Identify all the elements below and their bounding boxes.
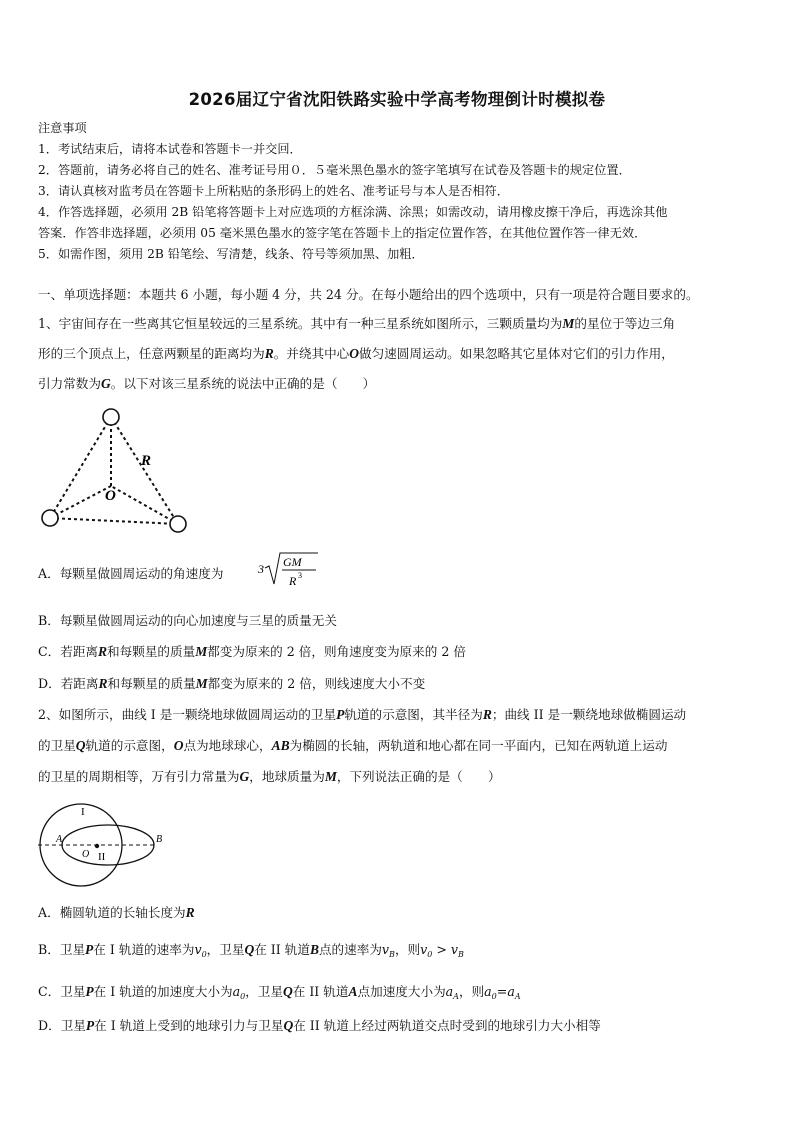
sqrt-formula [258, 551, 320, 591]
q1-line-2: 形的三个顶点上，任意两颗星的距离均为R。并绕其中心O做匀速圆周运动。如果忽略其它星体对它们的引力作用， [38, 346, 674, 361]
label-O: O [105, 488, 116, 504]
svg-text:R: R [289, 574, 297, 588]
q2-option-d: D．卫星P在 I 轨道上受到的地球引力与卫星Q在 II 轨道上经过两轨道交点时受到的地球引力大小相等 [38, 1018, 601, 1033]
notice-item-5: 5．如需作图，须用 2B 铅笔绘、写清楚，线条、符号等须加黑、加粗． [38, 247, 424, 261]
q1-line-3: 引力常数为G。以下对该三星系统的说法中正确的是（ ） [38, 376, 376, 391]
q2-line-3: 的卫星的周期相等，万有引力常量为G，地球质量为M，下列说法正确的是（ ） [38, 769, 501, 784]
notice-item-1: 1．考试结束后，请将本试卷和答题卡一并交回． [38, 142, 302, 156]
center-line-right [111, 486, 178, 524]
label-I: I [81, 806, 85, 818]
earth-center [95, 844, 99, 848]
svg-text:3: 3 [258, 562, 264, 576]
svg-text:3: 3 [298, 571, 302, 580]
q1-line-1: 1、宇宙间存在一些离其它恒星较远的三星系统。其中有一种三星系统如图所示，三颗质量均为M的星位于等边三角 [38, 316, 676, 331]
q2-line-2: 的卫星Q轨道的示意图，O点为地球球心，AB为椭圆的长轴，两轨道和地心都在同一平面内，已知在两轨道上运动 [38, 738, 668, 753]
orbit-diagram [36, 798, 171, 893]
label-A: A [56, 834, 63, 845]
notice-heading: 注意事项 [38, 121, 87, 135]
triangle-left-side [50, 417, 111, 518]
notice-item-4: 4．作答选择题，必须用 2B 铅笔将答题卡上对应选项的方框涂满、涂黑；如需改动，请用橡皮擦干净后，再选涂其他 [38, 205, 668, 219]
svg-text:GM: GM [283, 555, 302, 569]
page-title: 2026届辽宁省沈阳铁路实验中学高考物理倒计时模拟卷 [188, 90, 606, 109]
section-heading: 一、单项选择题：本题共 6 小题，每小题 4 分，共 24 分。在每小题给出的四个选项中，只有一项是符合题目要求的。 [38, 287, 699, 302]
center-line-left [50, 486, 111, 518]
star-right [170, 516, 186, 532]
q2-line-1: 2、如图所示，曲线 I 是一颗绕地球做圆周运动的卫星P轨道的示意图，其半径为R；曲线 II 是一颗绕地球做椭圆运动 [38, 707, 687, 722]
label-R: R [141, 453, 152, 469]
label-II: II [98, 851, 106, 863]
notice-item-3: 3．请认真核对监考员在答题卡上所粘贴的条形码上的姓名、准考证号与本人是否相符． [38, 184, 509, 198]
star-top [103, 409, 119, 425]
notice-item-2: 2．答题前，请务必将自己的姓名、准考证号用０．５毫米黑色墨水的签字笔填写在试卷及答题卡的规定位置． [38, 163, 631, 177]
q1-option-b: B．每颗星做圆周运动的向心加速度与三星的质量无关 [38, 613, 337, 628]
label-O: O [82, 849, 90, 860]
q1-option-c: C．若距离R和每颗星的质量M都变为原来的 2 倍，则角速度变为原来的 2 倍 [38, 644, 466, 659]
q1-option-d: D．若距离R和每颗星的质量M都变为原来的 2 倍，则线速度大小不变 [38, 676, 426, 691]
three-star-diagram [30, 402, 200, 537]
q1-option-a: A．每颗星做圆周运动的角速度为 3 GM R 3 [38, 566, 223, 582]
label-B: B [156, 834, 163, 845]
q2-option-b: B．卫星P在 I 轨道的速率为$v_0$，卫星Q在 II 轨道B点的速率为$v_B$，则$v_0 > v_B$ [38, 942, 464, 959]
notice-item-4-cont: 答案．作答非选择题，必须用 05 毫米黑色墨水的签字笔在答题卡上的指定位置作答，在其他位置作答一律无效． [38, 226, 647, 240]
q2-option-a: A．椭圆轨道的长轴长度为R [38, 905, 195, 920]
triangle-right-side [111, 417, 178, 524]
star-left [42, 510, 58, 526]
triangle-base [50, 518, 178, 524]
q2-option-c: C．卫星P在 I 轨道的加速度大小为$a_0$，卫星Q在 II 轨道A点加速度大小为$a_A$，则$a_0=a_A$ [38, 984, 521, 1001]
